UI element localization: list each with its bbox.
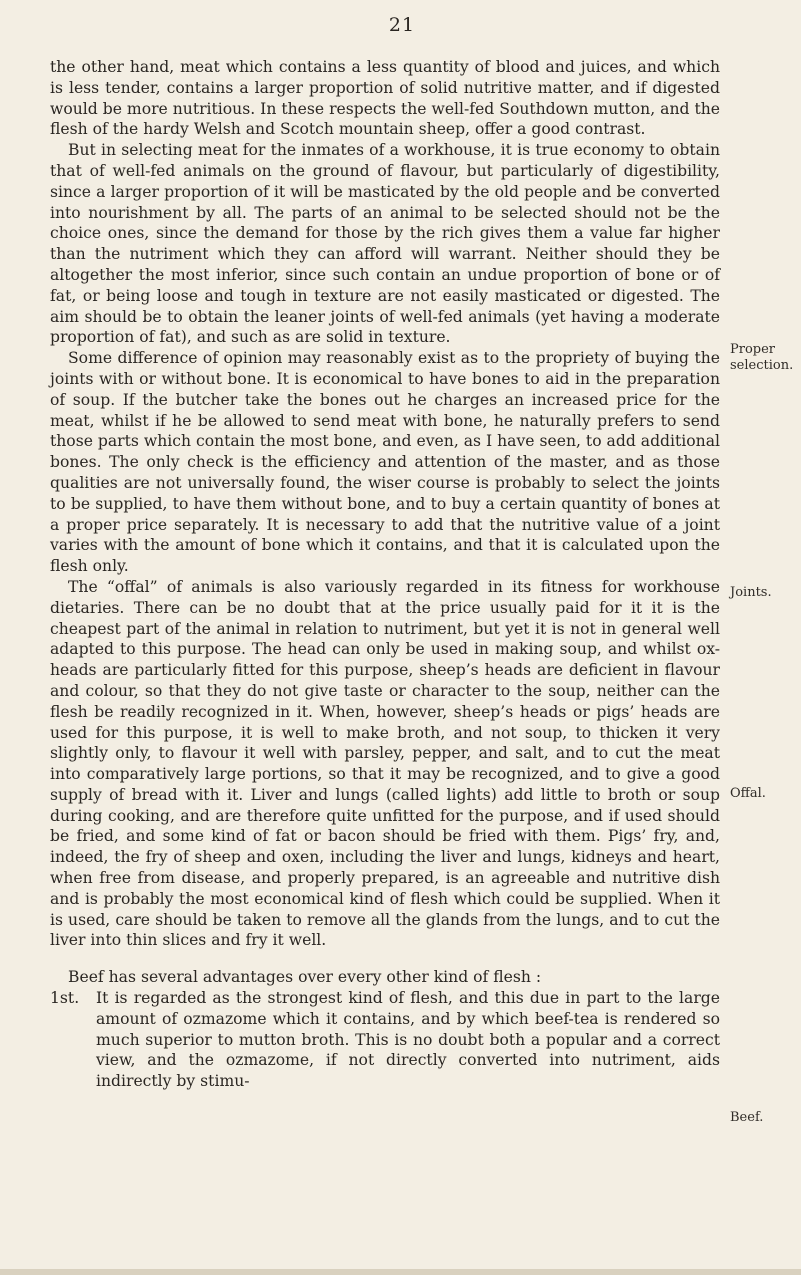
paragraph-beef-intro: Beef has several advantages over every other kind of flesh : <box>68 968 542 987</box>
paragraph-joints: Some difference of opinion may reasonably exist as to the propriety of buying the joints with or without bone. It is economical to have bones to aid in the preparation of soup. If the butcher take the bones out he charges an increased price for the meat, whilst if he be allowed to send meat with bone, he naturally prefers to send those parts which contain the most bone, and even, as I have seen, to add additional bones. The only check is the efficiency and attention of the master, and as those qualities are not universally found, the wiser course is probably to select the joints to be supplied, to have them without bone, and to buy a certain quantity of bones at a proper price separately. It is necessary to add that the nutritive value of a joint varies with the amount of bone which it contains, and that it is calculated upon the flesh only. <box>50 349 720 576</box>
page-number: 21 <box>388 14 416 36</box>
paragraph-proper-selection: But in selecting meat for the inmates of a workhouse, it is true economy to obtain that of well-fed animals on the ground of flavour, but particularly of digestibility, since a larger proportion of it will be masticated by the old people and be converted into nourishment by all. The parts of an animal to be selected should not be the choice ones, since the demand for those by the rich gives them a value far higher than the nutriment which they can afford will warrant. Neither should they be altogether the most inferior, since such contain an undue proportion of bone or of fat, or being loose and tough in texture are not easily masticated or digested. The aim should be to obtain the leaner joints of well-fed animals (yet having a moderate proportion of fat), and such as are solid in texture. <box>50 141 720 347</box>
margin-note-beef: Beef. <box>730 1110 764 1125</box>
list-item-text: It is regarded as the strongest kind of flesh, and this due in part to the large amount of ozmazome which it contains, and by which beef-tea is rendered so much superior to mutton broth. This is no doubt both a popular and a correct view, and the ozmazome, if not directly converted into nutriment, aids indirectly by stimu- <box>96 989 720 1091</box>
margin-note-joints: Joints. <box>730 585 772 600</box>
paragraph-meat-contrast: the other hand, meat which contains a less quantity of blood and juices, and which is less tender, contains a larger proportion of solid nutritive matter, and if digested would be more nutritious. In these respects the well-fed Southdown mutton, and the flesh of the hardy Welsh and Scotch mountain sheep, offer a good contrast. <box>50 58 720 139</box>
body-text <box>50 57 720 1092</box>
margin-note-proper-selection: Proper selection. <box>730 342 794 373</box>
margin-note-offal: Offal. <box>730 786 766 801</box>
list-item-number: 1st. <box>50 989 80 1008</box>
paragraph-offal: The “offal” of animals is also variously regarded in its fitness for workhouse dietaries. There can be no doubt that at the price usually paid for it it is the cheapest part of the animal in relation to nutriment, but yet it is not in general well adapted to this purpose. The head can only be used in making soup, and whilst ox-heads are particularly fitted for this purpose, sheep’s heads are deficient in flavour and colour, so that they do not give taste or character to the soup, neither can the flesh be readily recognized in it. When, however, sheep’s heads or pigs’ heads are used for this purpose, it is well to make broth, and not soup, to thicken it very slightly only, to flavour it well with parsley, pepper, and salt, and to cut the meat into comparatively large portions, so that it may be recognized, and to give a good supply of bread with it. Liver and lungs (called lights) add little to broth or soup during cooking, and are therefore quite unfitted for the purpose, and if used should be fried, and some kind of fat or bacon should be fried with them. Pigs’ fry, and, indeed, the fry of sheep and oxen, including the liver and lungs, kidneys and heart, when free from disease, and properly prepared, is an agreeable and nutritive dish and is probably the most economical kind of flesh which could be supplied. When it is used, care should be taken to remove all the glands from the lungs, and to cut the liver into thin slices and fry it well. <box>50 577 720 950</box>
list-item-first <box>50 988 720 1092</box>
page-bottom-edge <box>0 1269 801 1275</box>
